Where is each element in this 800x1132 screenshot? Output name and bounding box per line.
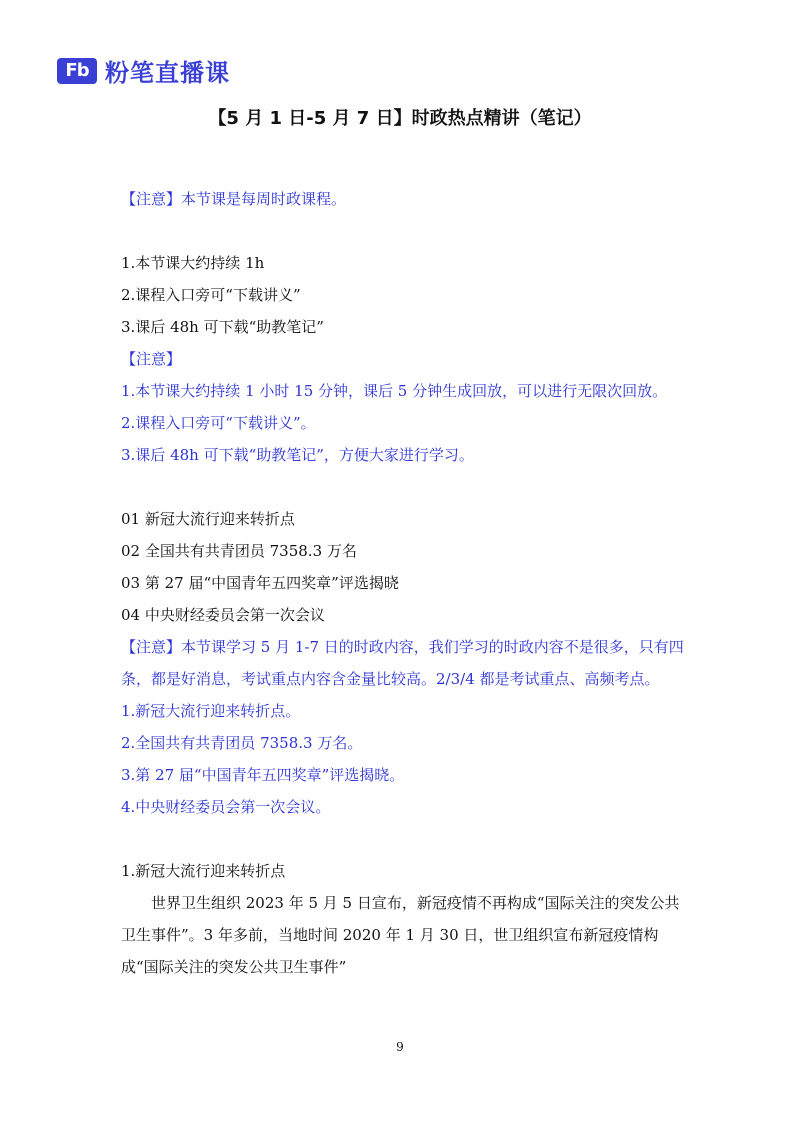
logo-text: 粉笔直播课 bbox=[105, 59, 230, 87]
document-body bbox=[121, 183, 691, 983]
topic-item: 04 中央财经委员会第一次会议 bbox=[121, 606, 325, 624]
brand-logo bbox=[57, 53, 230, 88]
topics-note: 【注意】本节课学习 5 月 1-7 日的时政内容，我们学习的时政内容不是很多，只有四条，都是好消息，考试重点内容含金量比较高。2/3/4 都是考试重点、高频考点。 bbox=[121, 638, 684, 688]
topic-item: 02 全国共有共青团员 7358.3 万名 bbox=[121, 542, 357, 560]
course-note-item: 3.课后 48h 可下载“助教笔记”，方便大家进行学习。 bbox=[121, 446, 474, 464]
course-note-item: 1.本节课大约持续 1 小时 15 分钟，课后 5 分钟生成回放，可以进行无限次回放。 bbox=[121, 382, 668, 400]
section-heading: 1.新冠大流行迎来转折点 bbox=[121, 862, 286, 880]
intro-note: 【注意】本节课是每周时政课程。 bbox=[121, 190, 347, 208]
topics-note-item: 3.第 27 届“中国青年五四奖章”评选揭晓。 bbox=[121, 766, 405, 784]
topics-note-item: 4.中央财经委员会第一次会议。 bbox=[121, 798, 331, 816]
topics-note-item: 1.新冠大流行迎来转折点。 bbox=[121, 702, 301, 720]
course-info-item: 2.课程入口旁可“下载讲义” bbox=[121, 286, 301, 304]
page-number: 9 bbox=[396, 1040, 404, 1054]
course-note-item: 2.课程入口旁可“下载讲义”。 bbox=[121, 414, 316, 432]
course-info-item: 3.课后 48h 可下载“助教笔记” bbox=[121, 318, 324, 336]
document-title: 【5 月 1 日-5 月 7 日】时政热点精讲（笔记） bbox=[208, 108, 592, 129]
topics-note-item: 2.全国共有共青团员 7358.3 万名。 bbox=[121, 734, 363, 752]
topic-item: 01 新冠大流行迎来转折点 bbox=[121, 510, 295, 528]
course-info-item: 1.本节课大约持续 1h bbox=[121, 254, 265, 272]
course-note-label: 【注意】 bbox=[121, 350, 182, 368]
fenbi-logo-icon: Fb bbox=[57, 58, 97, 84]
section-paragraph: 世界卫生组织 2023 年 5 月 5 日宣布，新冠疫情不再构成“国际关注的突发公共卫生事件”。3 年多前，当地时间 2020 年 1 月 30 日，世卫组织宣布新冠疫情构成“国际关注的突发公共卫生事件” bbox=[121, 894, 680, 976]
topic-item: 03 第 27 届“中国青年五四奖章”评选揭晓 bbox=[121, 574, 399, 592]
